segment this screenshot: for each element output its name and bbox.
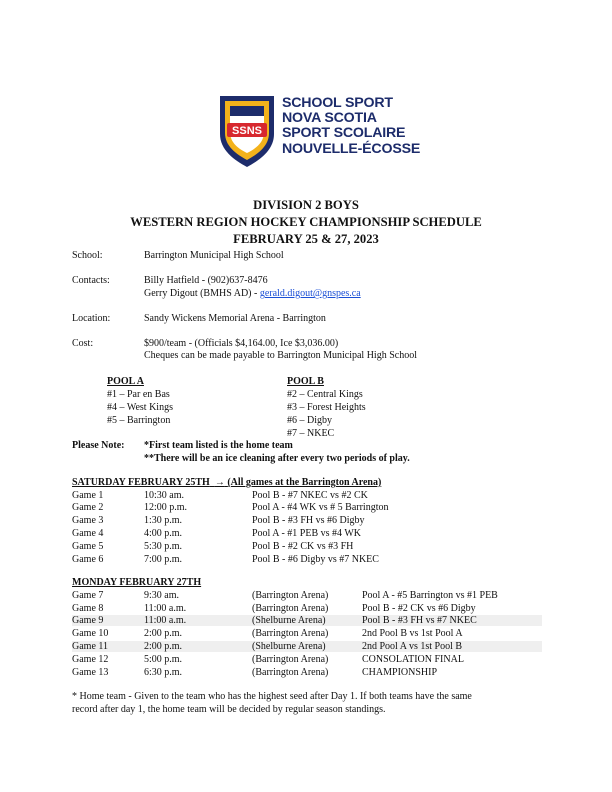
shield-crest-icon: [216, 92, 278, 170]
logo-line: SCHOOL SPORT: [282, 95, 393, 111]
game-number: Game 2: [72, 502, 104, 513]
note-ice-cleaning: **There will be an ice cleaning after every two periods of play.: [144, 453, 410, 464]
game-time: 1:30 p.m.: [144, 515, 183, 526]
game-number: Game 4: [72, 528, 104, 539]
contacts-label: Contacts:: [72, 275, 110, 286]
game-arena: (Barrington Arena): [252, 654, 329, 665]
game-matchup: CONSOLATION FINAL: [362, 654, 464, 665]
pool-a-team: #1 – Par en Bas: [107, 389, 170, 400]
game-number: Game 5: [72, 541, 104, 552]
game-time: 7:00 p.m.: [144, 554, 183, 565]
game-matchup: 2nd Pool B vs 1st Pool A: [362, 628, 463, 639]
game-number: Game 3: [72, 515, 104, 526]
game-matchup: Pool B - #2 CK vs #3 FH: [252, 541, 354, 552]
game-matchup: Pool B - #7 NKEC vs #2 CK: [252, 490, 368, 501]
logo-line: NOUVELLE-ÉCOSSE: [282, 140, 421, 157]
saturday-date: SATURDAY FEBRUARY 25TH: [72, 477, 210, 488]
logo-line: SPORT SCOLAIRE: [282, 125, 406, 142]
school-value: Barrington Municipal High School: [144, 250, 284, 261]
location-label: Location:: [72, 313, 111, 324]
game-time: 5:00 p.m.: [144, 654, 183, 665]
game-number: Game 10: [72, 628, 109, 639]
pool-b-team: #2 – Central Kings: [287, 389, 363, 400]
game-arena: (Shelburne Arena): [252, 615, 326, 626]
game-time: 4:00 p.m.: [144, 528, 183, 539]
game-time: 11:00 a.m.: [144, 615, 187, 626]
game-matchup: Pool B - #3 FH vs #6 Digby: [252, 515, 365, 526]
game-number: Game 12: [72, 654, 109, 665]
game-arena: (Barrington Arena): [252, 603, 329, 614]
division-title: DIVISION 2 BOYS: [253, 198, 359, 212]
schedule-title: WESTERN REGION HOCKEY CHAMPIONSHIP SCHEDULE: [130, 215, 482, 229]
pool-b-title: POOL B: [287, 376, 324, 387]
location-value: Sandy Wickens Memorial Arena - Barrington: [144, 313, 326, 324]
game-matchup: Pool A - #5 Barrington vs #1 PEB: [362, 590, 498, 601]
contact-hatfield: Billy Hatfield - (902)637-8476: [144, 275, 268, 286]
game-number: Game 7: [72, 590, 104, 601]
game-number: Game 8: [72, 603, 104, 614]
monday-header: MONDAY FEBRUARY 27TH: [72, 577, 202, 588]
game-time: 11:00 a.m.: [144, 603, 187, 614]
svg-text:SSNS: SSNS: [232, 125, 262, 137]
game-number: Game 13: [72, 667, 109, 678]
game-time: 9:30 am.: [144, 590, 179, 601]
email-link[interactable]: gerald.digout@gnspes.ca: [259, 288, 361, 299]
contact-digout: [144, 288, 361, 300]
game-arena: (Shelburne Arena): [252, 641, 326, 652]
cost-line: $900/team - (Officials $4,164.00, Ice $3,036.00): [144, 338, 339, 349]
please-note-label: Please Note:: [72, 440, 125, 451]
game-number: Game 9: [72, 615, 104, 626]
logo-wordmark: [282, 96, 420, 157]
arrow-icon: →: [214, 477, 225, 488]
pool-b-team: #3 – Forest Heights: [287, 402, 366, 413]
game-number: Game 6: [72, 554, 104, 565]
cheques-line: Cheques can be made payable to Barrington Municipal High School: [144, 350, 417, 361]
school-label: School:: [72, 250, 103, 261]
contact-digout-name: Gerry Digout (BMHS AD) -: [144, 288, 260, 299]
game-number: Game 1: [72, 490, 104, 501]
game-arena: (Barrington Arena): [252, 667, 329, 678]
note-home-team: *First team listed is the home team: [144, 440, 293, 451]
cost-label: Cost:: [72, 338, 94, 349]
pool-b-team: #6 – Digby: [287, 415, 332, 426]
saturday-header: [72, 477, 381, 489]
game-matchup: Pool B - #2 CK vs #6 Digby: [362, 603, 476, 614]
game-matchup: Pool A - #1 PEB vs #4 WK: [252, 528, 361, 539]
game-time: 5:30 p.m.: [144, 541, 183, 552]
pool-a-team: #5 – Barrington: [107, 415, 171, 426]
saturday-arena-note: (All games at the Barrington Arena): [227, 477, 382, 488]
game-time: 6:30 p.m.: [144, 667, 183, 678]
footnote-line: * Home team - Given to the team who has the highest seed after Day 1. If both teams have the same: [72, 691, 472, 702]
game-matchup: 2nd Pool A vs 1st Pool B: [362, 641, 463, 652]
game-arena: (Barrington Arena): [252, 628, 329, 639]
game-time: 2:00 p.m.: [144, 628, 183, 639]
game-time: 2:00 p.m.: [144, 641, 183, 652]
game-matchup: Pool B - #3 FH vs #7 NKEC: [362, 615, 477, 626]
ssns-logo: [216, 92, 421, 170]
game-number: Game 11: [72, 641, 109, 652]
game-matchup: Pool A - #4 WK vs # 5 Barrington: [252, 502, 389, 513]
game-matchup: Pool B - #6 Digby vs #7 NKEC: [252, 554, 379, 565]
game-matchup: CHAMPIONSHIP: [362, 667, 438, 678]
game-time: 12:00 p.m.: [144, 502, 188, 513]
logo-line: NOVA SCOTIA: [282, 110, 377, 127]
game-time: 10:30 am.: [144, 490, 184, 501]
date-title: FEBRUARY 25 & 27, 2023: [233, 232, 379, 246]
game-arena: (Barrington Arena): [252, 590, 329, 601]
pool-b-team: #7 – NKEC: [287, 428, 335, 439]
pool-a-title: POOL A: [107, 376, 144, 387]
footnote-line: record after day 1, the home team will be decided by regular season standings.: [72, 704, 386, 715]
pool-a-team: #4 – West Kings: [107, 402, 173, 413]
